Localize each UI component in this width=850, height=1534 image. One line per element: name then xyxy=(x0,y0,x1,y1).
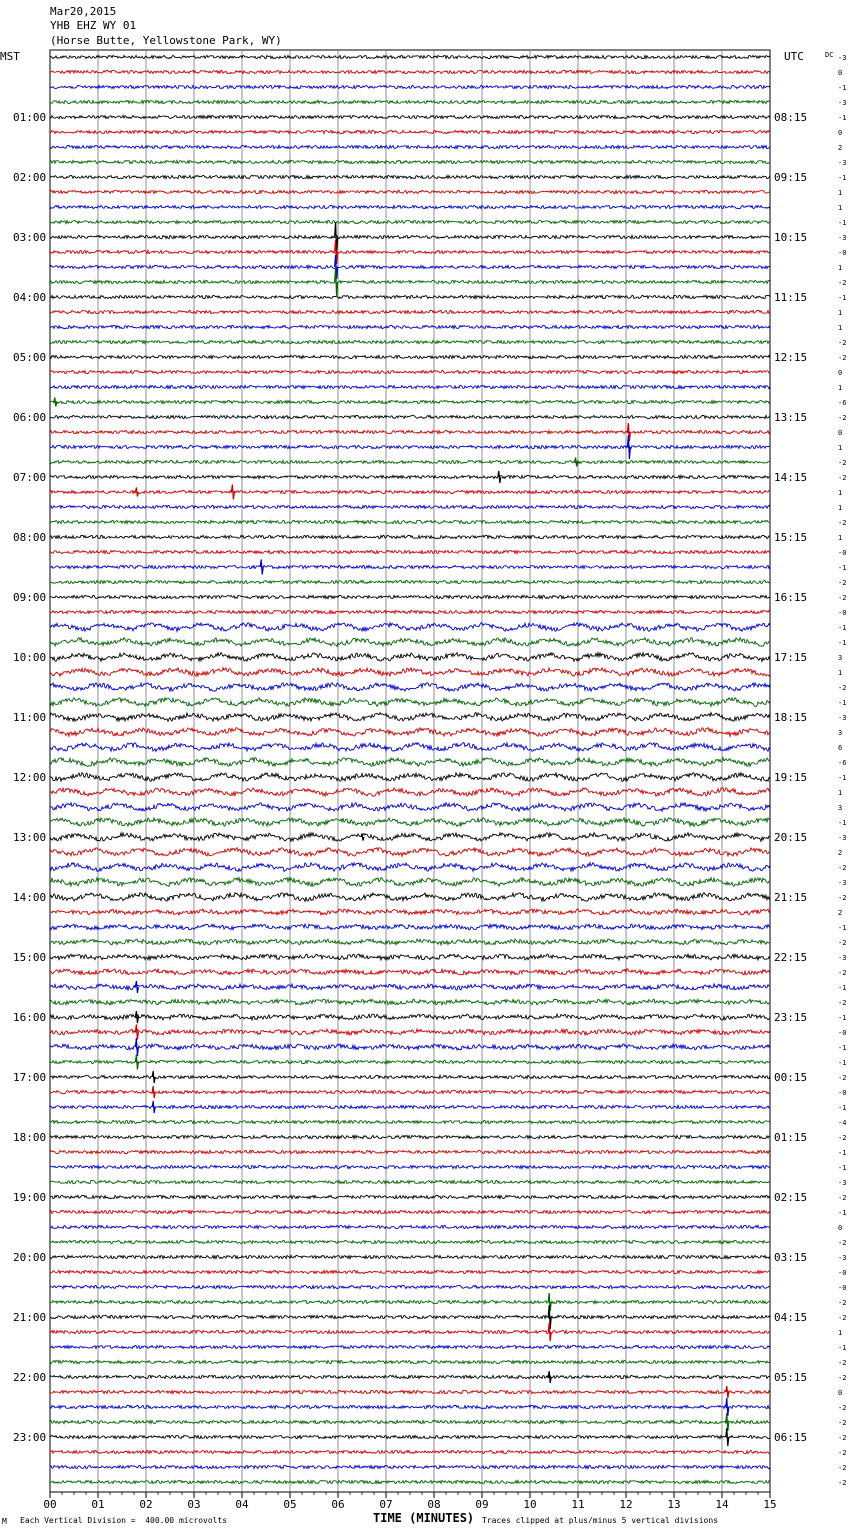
dc-offset-label: -2 xyxy=(838,594,847,602)
trace-row-70 xyxy=(50,1105,770,1108)
trace-row-21 xyxy=(50,370,770,373)
dc-offset-label: 1 xyxy=(838,444,843,452)
trace-row-76 xyxy=(50,1195,770,1198)
trace-row-49 xyxy=(50,788,770,797)
trace-row-32 xyxy=(50,535,770,538)
event-spike xyxy=(135,1038,138,1056)
dc-offset-label: 2 xyxy=(838,144,843,152)
trace-row-85 xyxy=(50,1330,770,1333)
dc-offset-label: -3 xyxy=(838,159,847,167)
trace-row-24 xyxy=(50,415,770,418)
mst-hour-label: 14:00 xyxy=(13,891,47,904)
dc-offset-label: 2 xyxy=(838,849,843,857)
dc-offset-label: -1 xyxy=(838,84,847,92)
dc-label: DC xyxy=(825,51,834,59)
trace-row-5 xyxy=(50,130,770,133)
event-spike xyxy=(152,1101,155,1113)
dc-offset-label: -2 xyxy=(838,864,847,872)
dc-offset-label: -2 xyxy=(838,1194,847,1202)
dc-offset-label: -1 xyxy=(838,1149,847,1157)
trace-row-45 xyxy=(50,728,770,737)
corner-mark: M xyxy=(2,1517,7,1526)
x-tick-label: 11 xyxy=(571,1498,585,1511)
dc-offset-label: -2 xyxy=(838,474,847,482)
dc-offset-label: -2 xyxy=(838,1299,847,1307)
trace-row-34 xyxy=(50,565,770,568)
trace-row-55 xyxy=(50,878,770,887)
dc-offset-label: 1 xyxy=(838,534,843,542)
event-spike xyxy=(231,485,234,500)
dc-offset-label: -2 xyxy=(838,1374,847,1382)
dc-offset-label: 2 xyxy=(838,909,843,917)
event-spike xyxy=(152,1086,155,1098)
utc-hour-label: 13:15 xyxy=(774,411,808,424)
x-tick-label: 05 xyxy=(283,1498,297,1511)
mst-hour-label: 13:00 xyxy=(13,831,47,844)
dc-offset-label: 1 xyxy=(838,324,843,332)
dc-offset-label: 1 xyxy=(838,504,843,512)
trace-row-64 xyxy=(50,1014,770,1020)
dc-offset-label: 1 xyxy=(838,1329,843,1337)
dc-offset-label: -2 xyxy=(838,969,847,977)
utc-hour-label: 16:15 xyxy=(774,591,808,604)
trace-row-37 xyxy=(50,610,770,613)
utc-hour-label: 20:15 xyxy=(774,831,808,844)
dc-offset-label: -2 xyxy=(838,414,847,422)
dc-offset-label: -1 xyxy=(838,1344,847,1352)
trace-row-69 xyxy=(50,1090,770,1093)
dc-offset-label: -2 xyxy=(838,1464,847,1472)
x-tick-label: 14 xyxy=(715,1498,729,1511)
dc-offset-label: -1 xyxy=(838,819,847,827)
dc-offset-label: -3 xyxy=(838,1179,847,1187)
x-tick-label: 15 xyxy=(763,1498,777,1511)
mst-hour-label: 10:00 xyxy=(13,651,47,664)
trace-row-31 xyxy=(50,520,770,523)
trace-row-77 xyxy=(50,1210,770,1213)
event-spike xyxy=(135,981,138,993)
trace-row-88 xyxy=(50,1375,770,1378)
event-spike xyxy=(548,1371,551,1383)
trace-row-15 xyxy=(50,280,770,283)
x-tick-label: 09 xyxy=(475,1498,489,1511)
trace-row-25 xyxy=(50,430,770,433)
trace-row-8 xyxy=(50,175,770,178)
mst-hour-label: 01:00 xyxy=(13,111,47,124)
utc-hour-label: 03:15 xyxy=(774,1251,808,1264)
trace-row-13 xyxy=(50,250,770,253)
mst-hour-label: 22:00 xyxy=(13,1371,47,1384)
mst-hour-label: 18:00 xyxy=(13,1131,47,1144)
dc-offset-label: -1 xyxy=(838,774,847,782)
trace-row-86 xyxy=(50,1345,770,1348)
utc-hour-label: 00:15 xyxy=(774,1071,808,1084)
mst-hour-label: 23:00 xyxy=(13,1431,47,1444)
trace-row-43 xyxy=(50,698,770,707)
event-spike xyxy=(135,488,138,497)
trace-row-79 xyxy=(50,1240,770,1243)
dc-offset-label: -3 xyxy=(838,1254,847,1262)
utc-hour-label: 04:15 xyxy=(774,1311,808,1324)
utc-hour-label: 06:15 xyxy=(774,1431,808,1444)
mst-hour-label: 09:00 xyxy=(13,591,47,604)
dc-offset-label: -2 xyxy=(838,1419,847,1427)
utc-hour-label: 05:15 xyxy=(774,1371,808,1384)
trace-row-90 xyxy=(50,1405,770,1408)
dc-offset-label: 1 xyxy=(838,669,843,677)
trace-row-20 xyxy=(50,355,770,358)
trace-row-48 xyxy=(50,773,770,782)
dc-offset-label: -2 xyxy=(838,1404,847,1412)
trace-row-26 xyxy=(50,445,770,448)
utc-hour-label: 15:15 xyxy=(774,531,808,544)
trace-row-65 xyxy=(50,1029,770,1035)
trace-row-16 xyxy=(50,295,770,298)
dc-offset-label: 1 xyxy=(838,189,843,197)
trace-row-51 xyxy=(50,818,770,827)
trace-row-75 xyxy=(50,1180,770,1183)
trace-row-78 xyxy=(50,1225,770,1228)
dc-offset-label: -3 xyxy=(838,834,847,842)
x-tick-label: 12 xyxy=(619,1498,633,1511)
dc-offset-label: 3 xyxy=(838,654,843,662)
trace-row-73 xyxy=(50,1150,770,1153)
dc-offset-label: -0 xyxy=(838,249,847,257)
dc-offset-label: -2 xyxy=(838,1479,847,1487)
trace-row-36 xyxy=(50,595,770,598)
dc-offset-label: -0 xyxy=(838,1029,847,1037)
station-code: YHB EHZ WY 01 xyxy=(50,19,137,32)
dc-offset-label: -2 xyxy=(838,1314,847,1322)
scale-note: Each Vertical Division = 400.00 microvolts xyxy=(20,1516,228,1525)
dc-offset-label: -2 xyxy=(838,1449,847,1457)
utc-hour-label: 02:15 xyxy=(774,1191,808,1204)
mst-hour-label: 20:00 xyxy=(13,1251,47,1264)
dc-offset-label: 0 xyxy=(838,369,843,377)
utc-hour-label: 22:15 xyxy=(774,951,808,964)
trace-row-4 xyxy=(50,115,770,118)
utc-hour-label: 23:15 xyxy=(774,1011,808,1024)
mst-hour-label: 04:00 xyxy=(13,291,47,304)
trace-row-84 xyxy=(50,1315,770,1318)
trace-row-46 xyxy=(50,743,770,752)
dc-offset-label: -4 xyxy=(838,1119,847,1127)
trace-row-61 xyxy=(50,969,770,975)
dc-offset-label: -2 xyxy=(838,1239,847,1247)
dc-offset-label: 1 xyxy=(838,264,843,272)
trace-row-68 xyxy=(50,1075,770,1078)
trace-row-54 xyxy=(50,863,770,872)
dc-offset-label: -2 xyxy=(838,339,847,347)
dc-offset-label: -3 xyxy=(838,99,847,107)
trace-row-92 xyxy=(50,1435,770,1438)
dc-offset-label: -2 xyxy=(838,1134,847,1142)
dc-offset-label: -1 xyxy=(838,1044,847,1052)
trace-row-50 xyxy=(50,803,770,812)
dc-offset-label: 0 xyxy=(838,69,843,77)
dc-offset-label: -0 xyxy=(838,1269,847,1277)
trace-row-41 xyxy=(50,668,770,677)
trace-row-81 xyxy=(50,1270,770,1273)
dc-offset-label: -0 xyxy=(838,1284,847,1292)
event-spike xyxy=(135,1011,138,1023)
x-tick-label: 02 xyxy=(139,1498,153,1511)
trace-row-30 xyxy=(50,505,770,508)
dc-offset-label: -2 xyxy=(838,939,847,947)
trace-row-35 xyxy=(50,580,770,583)
trace-row-72 xyxy=(50,1135,770,1138)
utc-hour-label: 21:15 xyxy=(774,891,808,904)
dc-offset-label: 1 xyxy=(838,204,843,212)
dc-offset-label: -0 xyxy=(838,549,847,557)
trace-row-2 xyxy=(50,85,770,88)
event-spike xyxy=(498,471,501,483)
trace-row-27 xyxy=(50,460,770,463)
dc-offset-label: -1 xyxy=(838,984,847,992)
mst-label: MST xyxy=(0,50,20,63)
event-spike xyxy=(260,560,263,575)
trace-row-63 xyxy=(50,999,770,1005)
dc-offset-label: 3 xyxy=(838,804,843,812)
utc-hour-label: 11:15 xyxy=(774,291,808,304)
dc-offset-label: -6 xyxy=(838,399,847,407)
event-spike xyxy=(135,1025,138,1040)
dc-offset-label: -1 xyxy=(838,624,847,632)
trace-row-23 xyxy=(50,400,770,403)
dc-offset-label: 0 xyxy=(838,429,843,437)
dc-offset-label: -2 xyxy=(838,519,847,527)
utc-hour-label: 17:15 xyxy=(774,651,808,664)
dc-offset-label: -1 xyxy=(838,564,847,572)
mst-hour-label: 02:00 xyxy=(13,171,47,184)
mst-hour-label: 06:00 xyxy=(13,411,47,424)
trace-row-10 xyxy=(50,205,770,208)
mst-hour-label: 12:00 xyxy=(13,771,47,784)
trace-row-87 xyxy=(50,1360,770,1363)
event-spike xyxy=(152,1071,155,1083)
mst-hour-label: 03:00 xyxy=(13,231,47,244)
trace-row-18 xyxy=(50,325,770,328)
dc-offset-label: -1 xyxy=(838,1104,847,1112)
utc-hour-label: 10:15 xyxy=(774,231,808,244)
x-tick-label: 03 xyxy=(187,1498,201,1511)
dc-offset-label: -1 xyxy=(838,639,847,647)
event-spike xyxy=(54,398,57,407)
mst-hour-label: 08:00 xyxy=(13,531,47,544)
trace-row-59 xyxy=(50,939,770,945)
trace-row-33 xyxy=(50,550,770,553)
utc-hour-label: 08:15 xyxy=(774,111,808,124)
mst-hour-label: 11:00 xyxy=(13,711,47,724)
trace-row-22 xyxy=(50,385,770,388)
trace-row-6 xyxy=(50,145,770,148)
trace-row-14 xyxy=(50,265,770,268)
dc-offset-label: 1 xyxy=(838,384,843,392)
trace-row-58 xyxy=(50,924,770,930)
trace-row-94 xyxy=(50,1465,770,1468)
x-tick-label: 06 xyxy=(331,1498,345,1511)
dc-offset-label: -1 xyxy=(838,1164,847,1172)
trace-row-3 xyxy=(50,100,770,103)
dc-offset-label: -1 xyxy=(838,699,847,707)
clip-note: Traces clipped at plus/minus 5 vertical divisions xyxy=(482,1516,719,1525)
trace-row-11 xyxy=(50,220,770,223)
utc-label: UTC xyxy=(784,50,804,63)
utc-hour-label: 01:15 xyxy=(774,1131,808,1144)
trace-row-7 xyxy=(50,160,770,163)
dc-offset-label: 6 xyxy=(838,744,843,752)
dc-offset-label: -3 xyxy=(838,954,847,962)
dc-offset-label: -1 xyxy=(838,294,847,302)
trace-row-40 xyxy=(50,653,770,662)
mst-hour-label: 21:00 xyxy=(13,1311,47,1324)
dc-offset-label: 1 xyxy=(838,489,843,497)
trace-row-66 xyxy=(50,1044,770,1050)
trace-row-47 xyxy=(50,758,770,767)
trace-row-1 xyxy=(50,70,770,73)
dc-offset-label: -6 xyxy=(838,759,847,767)
dc-offset-label: -2 xyxy=(838,684,847,692)
dc-offset-label: 0 xyxy=(838,129,843,137)
dc-offset-label: -3 xyxy=(838,54,847,62)
dc-offset-label: 1 xyxy=(838,309,843,317)
dc-offset-label: 0 xyxy=(838,1224,843,1232)
utc-hour-label: 12:15 xyxy=(774,351,808,364)
trace-row-0 xyxy=(50,55,770,58)
dc-offset-label: -2 xyxy=(838,1359,847,1367)
utc-hour-label: 19:15 xyxy=(774,771,808,784)
trace-row-71 xyxy=(50,1120,770,1123)
dc-offset-label: -1 xyxy=(838,1209,847,1217)
event-spike xyxy=(135,1055,138,1070)
dc-offset-label: -2 xyxy=(838,579,847,587)
dc-offset-label: -0 xyxy=(838,609,847,617)
dc-offset-label: -1 xyxy=(838,924,847,932)
trace-row-52 xyxy=(50,833,770,842)
dc-offset-label: -2 xyxy=(838,1074,847,1082)
dc-offset-label: -1 xyxy=(838,1059,847,1067)
station-location: (Horse Butte, Yellowstone Park, WY) xyxy=(50,34,282,47)
trace-row-82 xyxy=(50,1285,770,1288)
trace-row-60 xyxy=(50,954,770,960)
trace-row-29 xyxy=(50,490,770,493)
x-tick-label: 07 xyxy=(379,1498,393,1511)
dc-offset-label: -0 xyxy=(838,1089,847,1097)
trace-row-93 xyxy=(50,1450,770,1453)
trace-row-56 xyxy=(50,893,770,902)
mst-hour-label: 07:00 xyxy=(13,471,47,484)
dc-offset-label: -3 xyxy=(838,714,847,722)
trace-row-83 xyxy=(50,1300,770,1303)
dc-offset-label: -1 xyxy=(838,114,847,122)
trace-row-44 xyxy=(50,713,770,722)
trace-row-53 xyxy=(50,848,770,857)
trace-row-80 xyxy=(50,1255,770,1258)
trace-row-42 xyxy=(50,683,770,692)
trace-row-9 xyxy=(50,190,770,193)
trace-row-62 xyxy=(50,984,770,990)
mst-hour-label: 16:00 xyxy=(13,1011,47,1024)
mst-hour-label: 15:00 xyxy=(13,951,47,964)
trace-row-19 xyxy=(50,340,770,343)
trace-row-39 xyxy=(50,638,770,647)
event-spike xyxy=(575,458,578,467)
x-axis-title: TIME (MINUTES) xyxy=(373,1511,475,1525)
trace-row-67 xyxy=(50,1060,770,1063)
dc-offset-label: -2 xyxy=(838,894,847,902)
dc-offset-label: -2 xyxy=(838,1434,847,1442)
trace-row-95 xyxy=(50,1480,770,1483)
x-tick-label: 01 xyxy=(91,1498,105,1511)
mst-hour-label: 05:00 xyxy=(13,351,47,364)
dc-offset-label: -1 xyxy=(838,219,847,227)
x-tick-label: 10 xyxy=(523,1498,537,1511)
record-date: Mar20,2015 xyxy=(50,5,117,18)
dc-offset-label: -2 xyxy=(838,279,847,287)
dc-offset-label: -1 xyxy=(838,174,847,182)
trace-row-74 xyxy=(50,1165,770,1168)
utc-hour-label: 09:15 xyxy=(774,171,808,184)
mst-hour-label: 19:00 xyxy=(13,1191,47,1204)
mst-hour-label: 17:00 xyxy=(13,1071,47,1084)
dc-offset-label: -2 xyxy=(838,354,847,362)
dc-offset-label: -2 xyxy=(838,459,847,467)
trace-row-91 xyxy=(50,1420,770,1423)
trace-row-57 xyxy=(50,909,770,915)
utc-hour-label: 14:15 xyxy=(774,471,808,484)
event-spike xyxy=(726,1386,729,1398)
trace-row-38 xyxy=(50,623,770,632)
dc-offset-label: 1 xyxy=(838,789,843,797)
x-tick-label: 04 xyxy=(235,1498,249,1511)
x-tick-label: 13 xyxy=(667,1498,681,1511)
dc-offset-label: -3 xyxy=(838,234,847,242)
x-tick-label: 08 xyxy=(427,1498,441,1511)
x-tick-label: 00 xyxy=(43,1498,57,1511)
dc-offset-label: 0 xyxy=(838,1389,843,1397)
trace-row-89 xyxy=(50,1390,770,1393)
trace-row-12 xyxy=(50,235,770,238)
dc-offset-label: 3 xyxy=(838,729,843,737)
trace-row-28 xyxy=(50,475,770,478)
dc-offset-label: -1 xyxy=(838,1014,847,1022)
utc-hour-label: 18:15 xyxy=(774,711,808,724)
trace-row-17 xyxy=(50,310,770,313)
dc-offset-label: -2 xyxy=(838,999,847,1007)
dc-offset-label: -3 xyxy=(838,879,847,887)
